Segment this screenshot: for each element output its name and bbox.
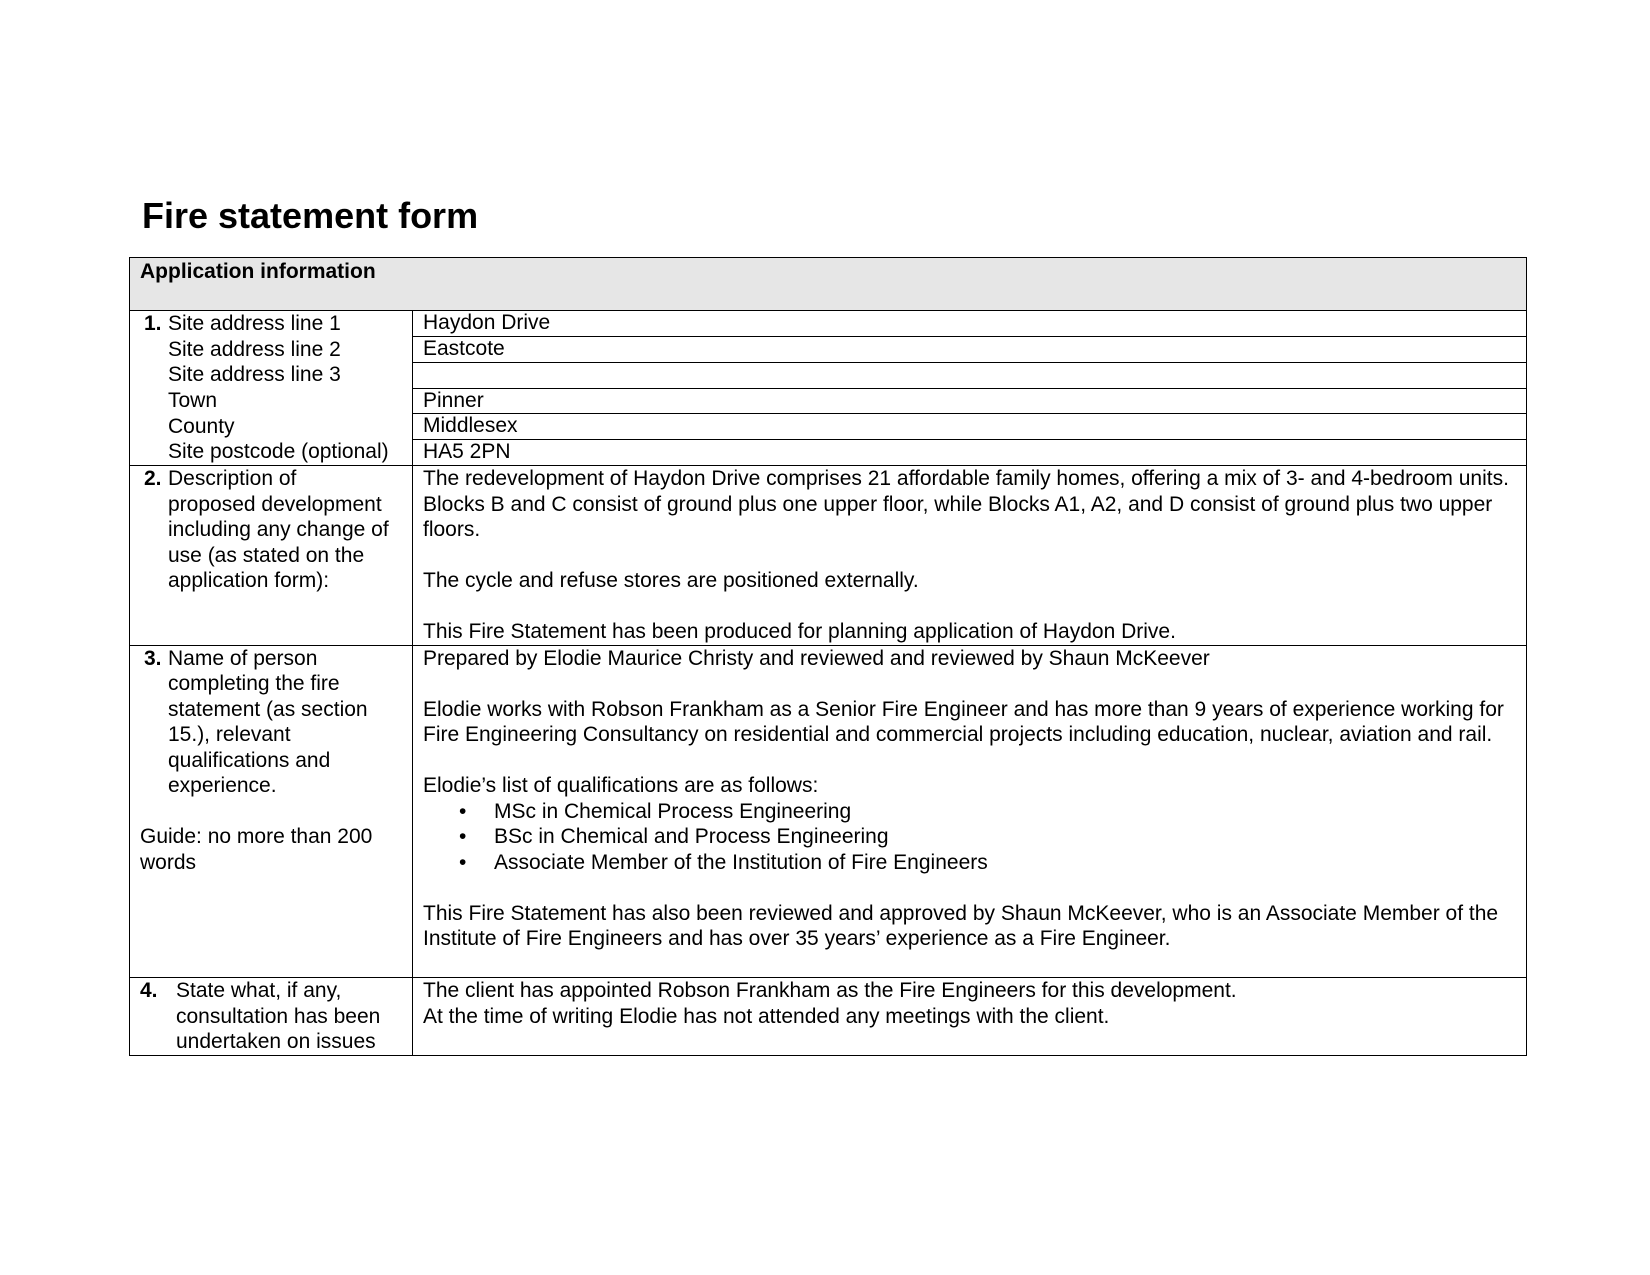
list-item: [423, 850, 1516, 876]
q2-label-cell: [130, 466, 413, 646]
q3-guide-line: words: [140, 850, 197, 874]
q4-line: The client has appointed Robson Frankham as the Fire Engineers for this development.: [423, 979, 1237, 1003]
q2-label-line: including any change of: [168, 518, 389, 542]
q4-label-line: State what, if any,: [176, 979, 342, 1003]
q2-label-line: application form):: [168, 569, 330, 593]
q1-row: [130, 311, 1527, 337]
q3-qualifications-list: [423, 799, 1516, 876]
q3-prepared-by: Prepared by Elodie Maurice Christy and reviewed and reviewed by Shaun McKeever: [423, 646, 1210, 670]
q4-label-cell: [130, 978, 413, 1056]
q3-qualifications-intro: Elodie’s list of qualifications are as follows:: [423, 774, 819, 798]
qualification-text: BSc in Chemical and Process Engineering: [494, 825, 889, 849]
q2-label-line: Description of: [168, 467, 297, 491]
q4-number: 4.: [140, 979, 158, 1003]
q3-row: [130, 645, 1527, 978]
q3-label-line: Name of person: [168, 646, 318, 670]
q3-review: This Fire Statement has also been reviewed and approved by Shaun McKeever, who is an Associate Member of the Institute of Fire Engineers and has over 35 years’ experience as a Fire Engineer.: [423, 901, 1499, 951]
q2-answer-cell[interactable]: [413, 466, 1527, 646]
q4-label-line: consultation has been: [176, 1004, 381, 1028]
q2-number: 2.: [144, 467, 162, 491]
list-item: [423, 824, 1516, 850]
q1-label-cell: [130, 311, 413, 466]
section-header: Application information: [130, 258, 1527, 311]
q1-label-address-line-2: Site address line 2: [168, 337, 341, 361]
q4-label-line: undertaken on issues: [176, 1030, 376, 1054]
q1-label-postcode: Site postcode (optional): [168, 440, 389, 464]
q3-guide: [140, 824, 402, 875]
bullet-icon: •: [459, 850, 467, 874]
q1-value-address-line-2[interactable]: Eastcote: [413, 336, 1527, 362]
section-header-row: [130, 258, 1527, 311]
q3-answer-cell[interactable]: [413, 645, 1527, 978]
q3-label-line: qualifications and: [168, 748, 331, 772]
fire-statement-table: [129, 257, 1527, 1056]
q3-label-line: experience.: [168, 774, 277, 798]
q3-label-line: 15.), relevant: [168, 723, 291, 747]
q2-label-line: use (as stated on the: [168, 543, 365, 567]
bullet-icon: •: [459, 825, 467, 849]
q4-answer-cell[interactable]: [413, 978, 1527, 1056]
bullet-icon: •: [459, 799, 467, 823]
q1-label-address-line-1: Site address line 1: [168, 312, 341, 335]
q3-label-cell: [130, 645, 413, 978]
q1-value-address-line-3[interactable]: [413, 362, 1527, 388]
q3-guide-line: Guide: no more than 200: [140, 825, 373, 849]
q4-row: [130, 978, 1527, 1056]
q1-value-county[interactable]: Middlesex: [413, 414, 1527, 440]
q3-experience: Elodie works with Robson Frankham as a Senior Fire Engineer and has more than 9 years of experience working for Fire Engineering Consultancy on residential and commercial projects including education, nuclear, aviation and rail.: [423, 697, 1504, 747]
q3-label-line: statement (as section: [168, 697, 368, 721]
q1-value-town[interactable]: Pinner: [413, 388, 1527, 414]
q3-number: 3.: [144, 646, 162, 670]
qualification-text: Associate Member of the Institution of Fire Engineers: [494, 850, 988, 874]
list-item: [423, 799, 1516, 825]
qualification-text: MSc in Chemical Process Engineering: [494, 799, 852, 823]
q1-label-address-line-3: Site address line 3: [168, 363, 341, 387]
q2-paragraph-development: The redevelopment of Haydon Drive comprises 21 affordable family homes, offering a mix of 3- and 4-bedroom units. Blocks B and C consist of ground plus one upper floor, while Blocks A1, A2, and D consist of ground plus two upper floors.: [423, 467, 1509, 542]
q2-label-line: proposed development: [168, 492, 382, 516]
q1-value-postcode[interactable]: HA5 2PN: [413, 440, 1527, 466]
q1-label-town: Town: [168, 389, 218, 413]
q2-paragraph-statement: This Fire Statement has been produced for planning application of Haydon Drive.: [423, 620, 1176, 644]
q1-number: 1.: [144, 312, 162, 335]
q2-paragraph-stores: The cycle and refuse stores are positioned externally.: [423, 569, 919, 593]
q4-line: At the time of writing Elodie has not attended any meetings with the client.: [423, 1004, 1110, 1028]
q3-label-line: completing the fire: [168, 672, 340, 696]
q2-row: [130, 466, 1527, 646]
page-title: Fire statement form: [142, 195, 479, 236]
q1-value-address-line-1[interactable]: Haydon Drive: [413, 311, 1527, 337]
q1-label-county: County: [168, 414, 235, 438]
